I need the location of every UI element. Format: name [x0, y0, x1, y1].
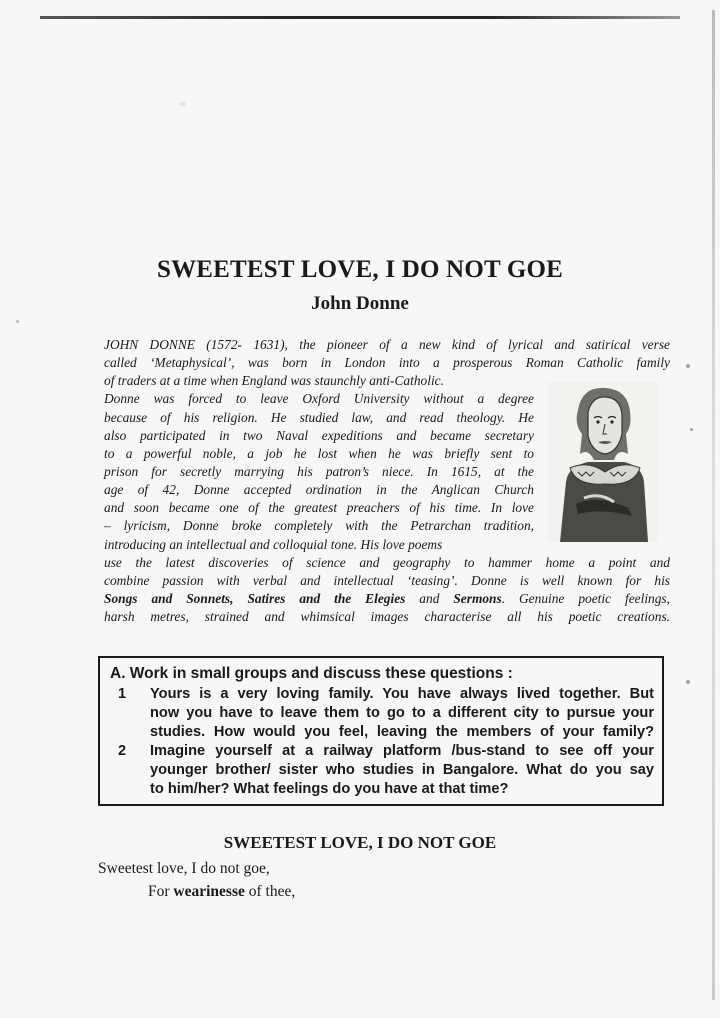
bio-works-line [104, 590, 670, 608]
question-line: Imagine yourself at a railway platform /bus-stand to see off your [150, 743, 654, 759]
bio-line: because of his religion. He studied law, and read theology. He [104, 409, 534, 425]
scan-speck [686, 364, 690, 368]
bio-line: and soon became one of the greatest preachers of his time. In love [104, 500, 534, 516]
bio-line: called ‘Metaphysical’, was born in London into a prosperous Roman Catholic family [104, 355, 670, 371]
question-line: now you have to leave them to go to a different city to pursue your [150, 705, 654, 721]
poem-text: For [148, 883, 174, 900]
question-line: younger brother/ sister who studies in Bangalore. What do you say [150, 762, 654, 778]
poem-text: of thee, [244, 883, 296, 900]
works-title-sermons: Sermons [453, 590, 502, 606]
discussion-questions-box [98, 656, 664, 806]
poem-line: Sweetest love, I do not goe, [98, 860, 270, 877]
question-line: to him/her? What feelings do you have at that time? [150, 781, 509, 797]
bio-line: JOHN DONNE (1572- 1631), the pioneer of a new kind of lyrical and satirical verse [104, 337, 670, 352]
question-line: studies. How would you feel, leaving the members of your family? [150, 724, 654, 740]
scan-top-edge [40, 16, 680, 19]
bio-line: of traders at a time when England was staunchly anti-Catholic. [104, 373, 444, 389]
john-donne-portrait-icon [548, 382, 658, 542]
works-line-rest: . Genuine poetic feelings, [501, 590, 670, 606]
question-number: 1 [118, 686, 127, 702]
works-title-group: Songs and Sonnets, Satires and the Elegies [104, 590, 406, 606]
bio-line: use the latest discoveries of science and geography to hammer home a point and [104, 554, 670, 570]
poem-glossed-word: wearinesse [173, 883, 245, 900]
questions-heading: A. Work in small groups and discuss these questions : [110, 665, 513, 682]
question-number: 2 [118, 743, 127, 759]
scan-speck [690, 428, 693, 431]
poem-line [148, 883, 295, 901]
scan-speck [16, 320, 19, 323]
scan-speck [686, 680, 690, 684]
works-conjunction: and [405, 590, 454, 606]
bio-line: age of 42, Donne accepted ordination in the Anglican Church [104, 482, 534, 498]
bio-line: Donne was forced to leave Oxford University without a degree [104, 391, 534, 407]
bio-line: prison for secretly marrying his patron’s niece. In 1615, at the [104, 463, 534, 479]
bio-line: also participated in two Naval expeditions and became secretary [104, 427, 534, 443]
author-name: John Donne [311, 293, 409, 314]
bio-line: combine passion with verbal and intellectual ‘teasing’. Donne is well known for his [104, 572, 670, 588]
scan-speck [180, 102, 186, 106]
question-line: Yours is a very loving family. You have always lived together. But [150, 686, 654, 702]
bio-line: introducing an intellectual and colloquial tone. His love poems [104, 536, 443, 552]
page-title: SWEETEST LOVE, I DO NOT GOE [157, 256, 563, 283]
poem-title: SWEETEST LOVE, I DO NOT GOE [223, 833, 497, 852]
bio-line: to a powerful noble, a job he lost when he was briefly sent to [104, 445, 534, 461]
bio-line: harsh metres, strained and whimsical images characterise all his poetic creations. [104, 609, 670, 625]
bio-line: – lyricism, Donne broke completely with the Petrarchan tradition, [104, 518, 534, 534]
